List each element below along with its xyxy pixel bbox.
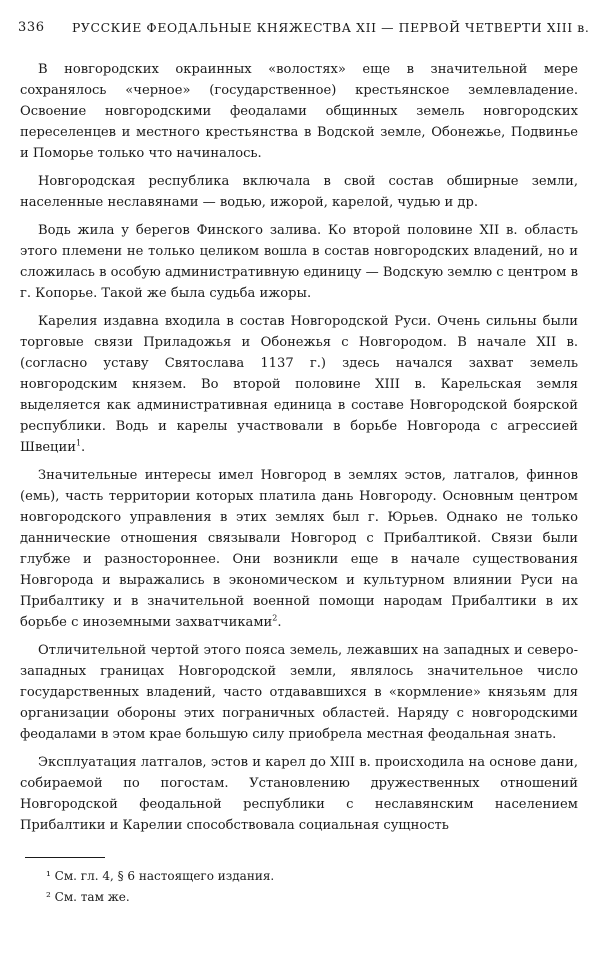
paragraph: Новгородская республика включала в свой состав обширные земли, населенные неславянами — водью, ижорой, карелой, чудью и др. (20, 174, 578, 210)
footnote-divider (25, 857, 105, 858)
running-header (18, 20, 590, 40)
footnotes (46, 866, 546, 908)
page-number: 336 (18, 20, 45, 35)
footnote-ref: 1 (75, 438, 82, 448)
paragraph: Водь жила у берегов Финского залива. Ко второй половине XII в. область этого племени не только целиком вошла в состав новгородских владений, но и сложилась в особую административную единицу — Водскую землю с центром в г. Копорье. Такой же была судьба ижоры. (20, 223, 578, 301)
footnote-ref: 2 (272, 613, 278, 623)
paragraph: В новгородских окраинных «волостях» еще в значительной мере сохранялось «черное» (государственное) крестьянское землевладение. Освоение новгородскими феодалами общинных земель новгородских переселенцев и местного крестьянства в Водской земле, Обонежье, Подвинье и Поморье только что начиналось. (20, 62, 578, 161)
footnote: ¹ См. гл. 4, § 6 настоящего издания. (46, 869, 275, 883)
body-text (20, 59, 578, 843)
paragraph: Значительные интересы имел Новгород в землях эстов, латгалов, финнов (емь), часть территории которых платила дань Новгороду. Основным центром новгородского управления в этих землях был г. Юрьев. Однако не только даннические отношения связывали Новгород с Прибалтикой. Связи были глубже и разностороннее. Они возникли еще в начале существования Новгорода и выражались в экономическом и культурном влиянии Руси на Прибалтику и в значительной военной помощи народам Прибалтики в их борьбе с иноземными захватчиками$^2$. (20, 468, 578, 630)
paragraph: Карелия издавна входила в состав Новгородской Руси. Очень сильны были торговые связи Приладожья и Обонежья с Новгородом. В начале XII в. (согласно уставу Святослава 1137 г.) здесь начался захват земель новгородским князем. Во второй половине XIII в. Карельская земля выделяется как административная единица в составе Новгородской боярской республики. Водь и карелы участвовали в борьбе Новгорода с агрессией Швеции$^1$. (20, 314, 578, 455)
paragraph: Отличительной чертой этого пояса земель, лежавших на западных и северо-западных границах Новгородской земли, являлось значительное число государственных владений, часто отдававшихся в «кормление» князьям для организации обороны этих пограничных областей. Наряду с новгородскими феодалами в этом крае большую силу приобрела местная феодальная знать. (20, 643, 578, 742)
paragraph: Эксплуатация латгалов, эстов и карел до XIII в. происходила на основе дани, собираемой по погостам. Установлению дружественных отношений Новгородской феодальной республики с неславянским населением Прибалтики и Карелии способствовала социальная сущность (20, 755, 578, 833)
running-title: РУССКИЕ ФЕОДАЛЬНЫЕ КНЯЖЕСТВА XII — ПЕРВОЙ ЧЕТВЕРТИ XIII в. (72, 20, 590, 35)
footnote: ² См. там же. (46, 890, 130, 904)
